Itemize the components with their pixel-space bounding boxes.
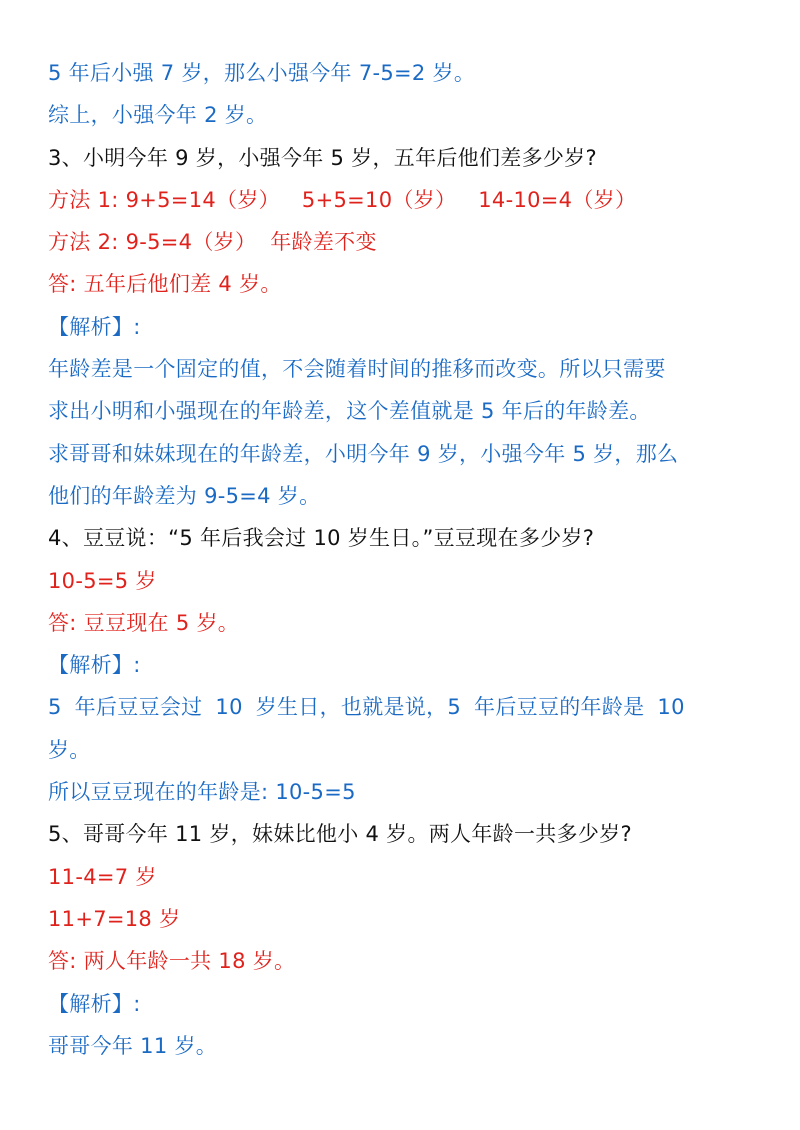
question-4: 4、豆豆说：“5 年后我会过 10 岁生日。”豆豆现在多少岁?: [48, 526, 595, 551]
analysis-text: 哥哥今年 11 岁。: [48, 1033, 218, 1058]
analysis-text: 岁。: [48, 737, 91, 762]
method-2-note: 年龄差不变: [270, 230, 377, 255]
analysis-text: 他们的年龄差为 9-5=4 岁。: [48, 483, 321, 508]
analysis-text: 年龄差是一个固定的值，不会随着时间的推移而改变。所以只需要: [48, 357, 666, 382]
analysis-heading: 【解析】:: [48, 653, 141, 678]
solution-line: 11+7=18 岁: [48, 906, 181, 931]
solution-line: 11-4=7 岁: [48, 864, 157, 889]
analysis-heading: 【解析】:: [48, 991, 141, 1016]
solution-line: 10-5=5 岁: [48, 568, 157, 593]
analysis-text: 求出小明和小强现在的年龄差，这个差值就是 5 年后的年龄差。: [48, 399, 651, 424]
text-line: 5 年后小强 7 岁，那么小强今年 7-5=2 岁。: [48, 61, 476, 85]
analysis-heading: 【解析】:: [48, 314, 141, 339]
method-1-step-1: 方法 1: 9+5=14（岁）: [48, 187, 280, 212]
method-1-step-2: 5+5=10（岁）: [301, 187, 457, 212]
answer-3: 答: 五年后他们差 4 岁。: [48, 272, 282, 297]
answer-5: 答: 两人年龄一共 18 岁。: [48, 949, 296, 974]
analysis-text: 5 年后豆豆会过 10 岁生日，也就是说，5 年后豆豆的年龄是 10: [48, 695, 685, 720]
method-2-step: 方法 2: 9-5=4（岁）: [48, 230, 257, 255]
method-1-line: [48, 179, 756, 221]
summary-line: 综上，小强今年 2 岁。: [48, 103, 268, 128]
question-5: 5、哥哥今年 11 岁，妹妹比他小 4 岁。两人年龄一共多少岁?: [48, 822, 632, 847]
method-1-step-3: 14-10=4（岁）: [478, 187, 637, 212]
answer-4: 答: 豆豆现在 5 岁。: [48, 610, 240, 635]
method-2-line: [48, 221, 756, 263]
analysis-text: 所以豆豆现在的年龄是: 10-5=5: [48, 780, 356, 805]
analysis-text: 求哥哥和妹妹现在的年龄差，小明今年 9 岁，小强今年 5 岁，那么: [48, 441, 679, 466]
question-3: 3、小明今年 9 岁，小强今年 5 岁，五年后他们差多少岁?: [48, 145, 597, 170]
